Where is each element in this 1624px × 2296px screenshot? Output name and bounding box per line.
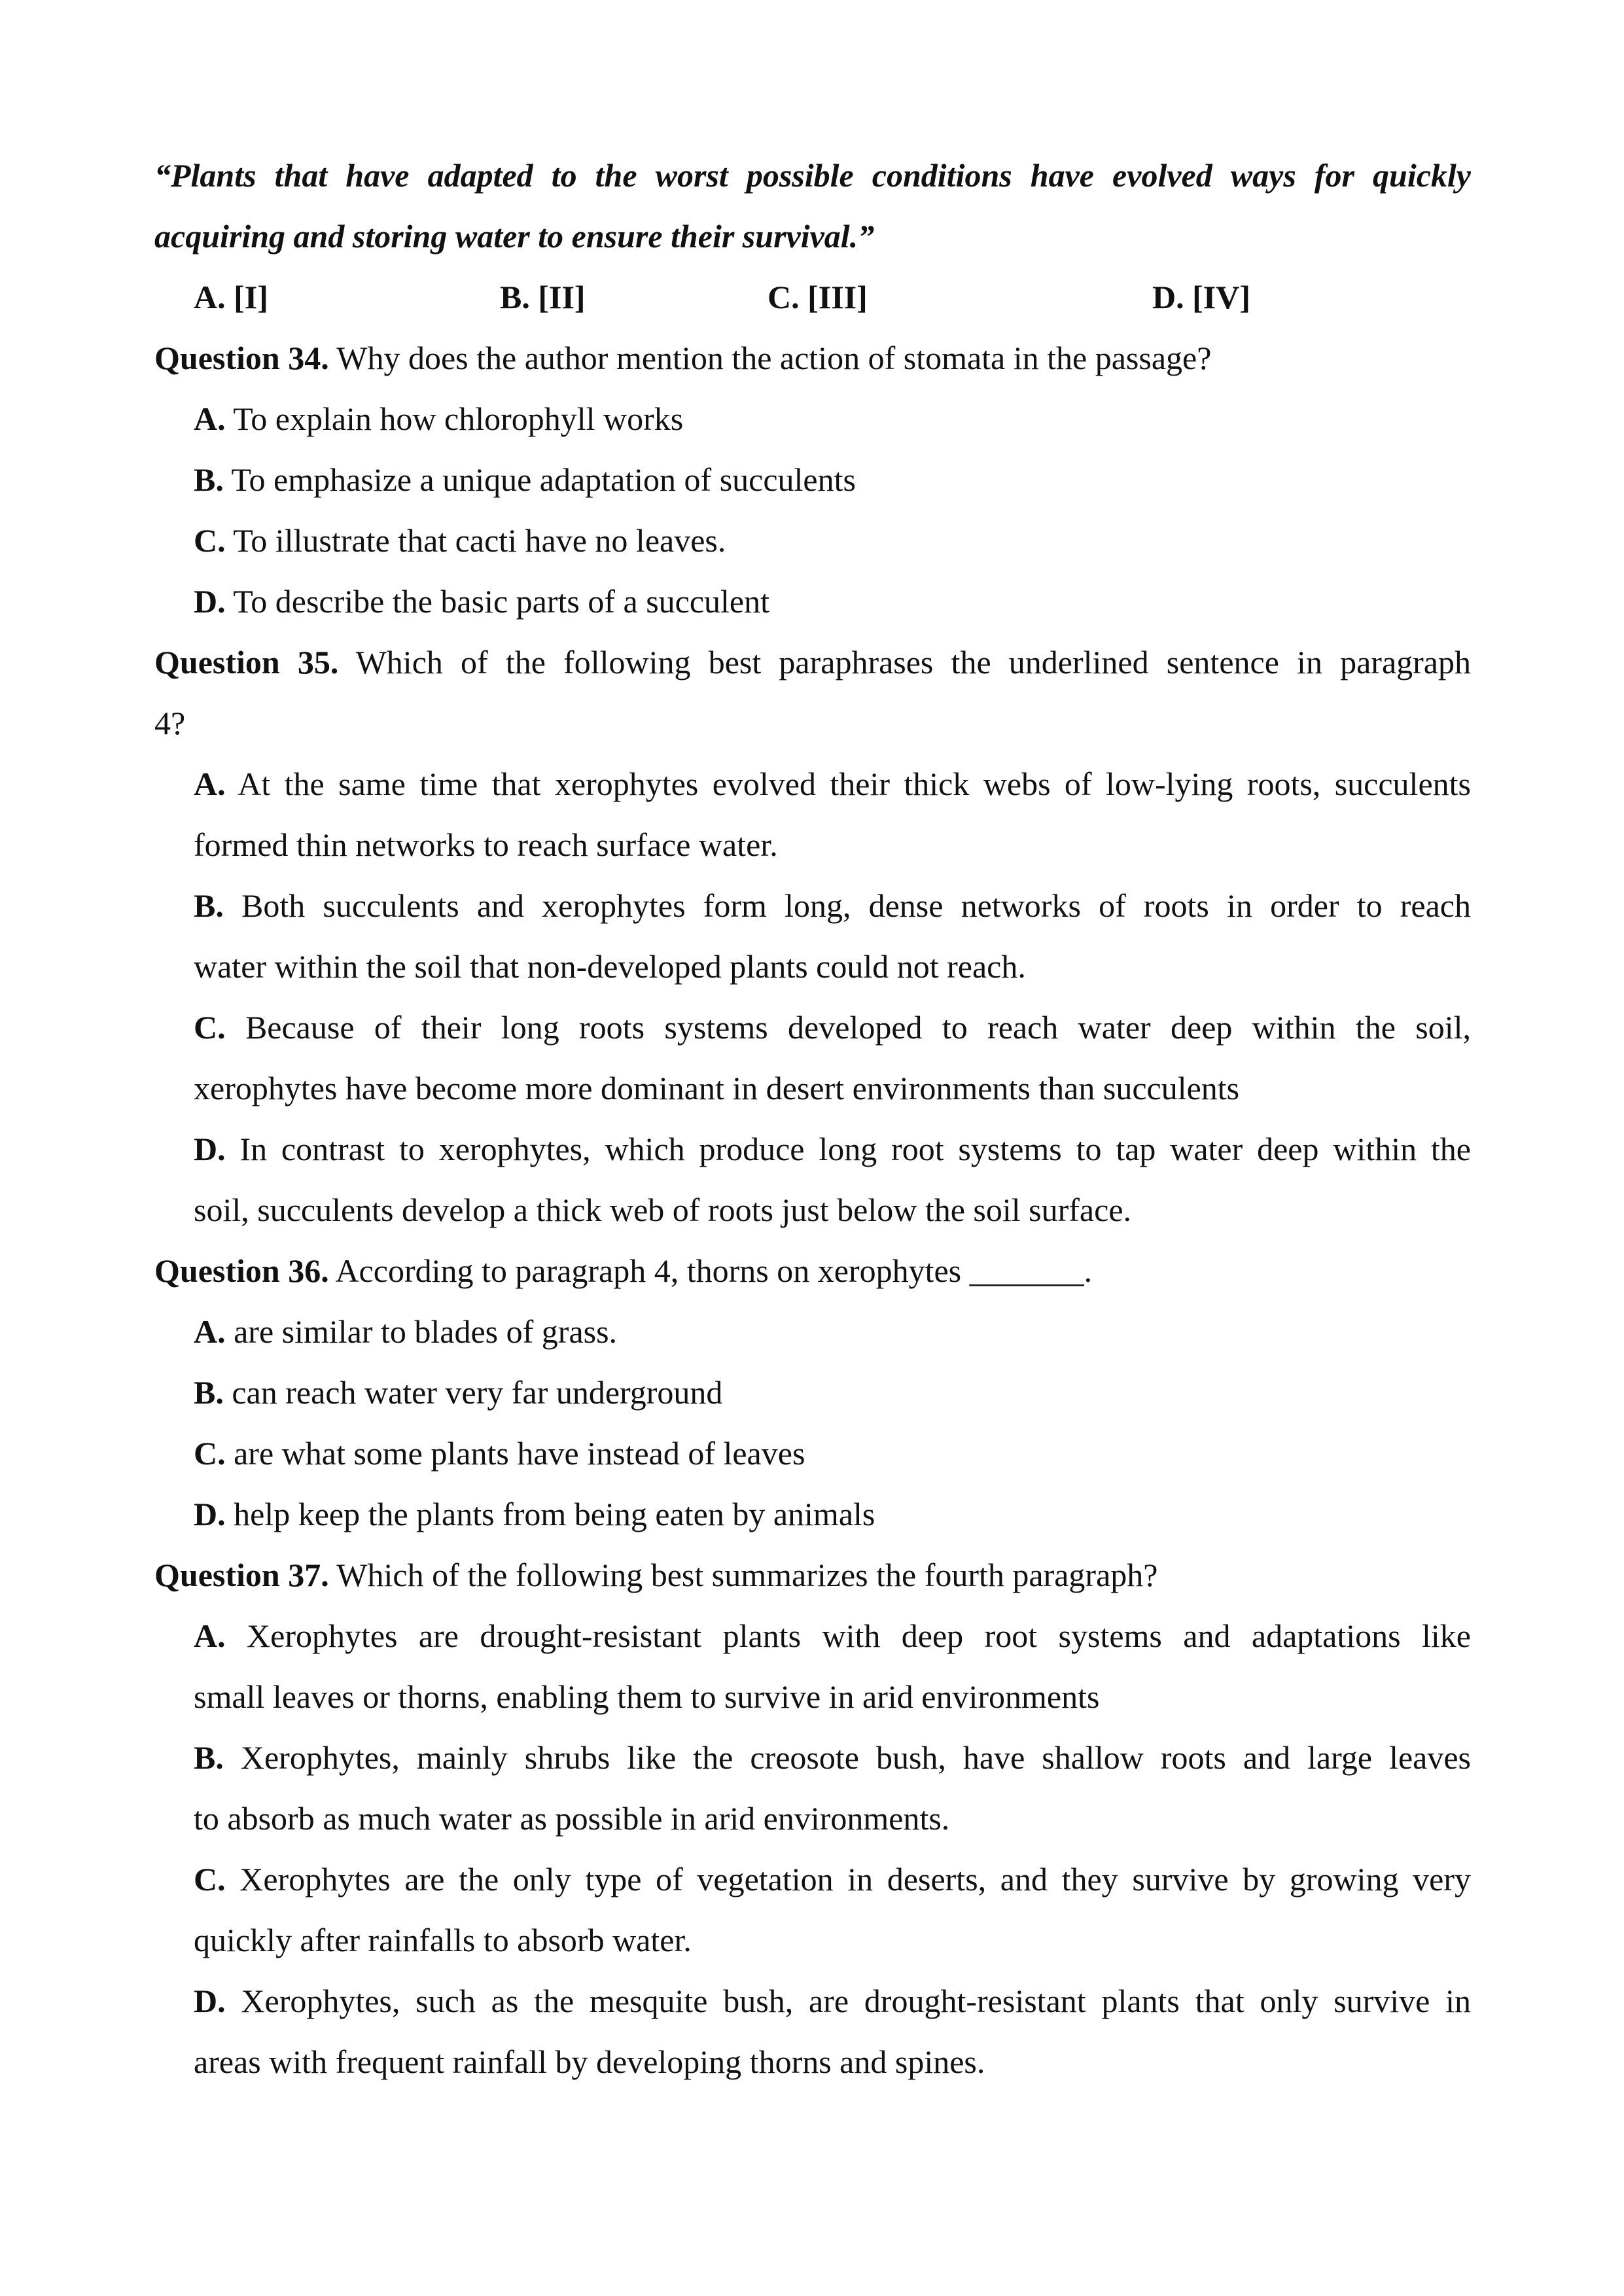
option-letter: D. [194, 583, 226, 620]
q36-option-c[interactable] [194, 1434, 1471, 1473]
option-letter: C. [194, 1009, 226, 1046]
option-letter: B. [194, 887, 224, 924]
q37-option-c-cont: quickly after rainfalls to absorb water. [194, 1922, 692, 1958]
option-letter: D. [1152, 279, 1184, 315]
option-text: help keep the plants from being eaten by animals [225, 1496, 875, 1532]
q37-option-c[interactable] [194, 1860, 1471, 1899]
option-text: Xerophytes, mainly shrubs like the creosote bush, have shallow roots and large leaves [223, 1739, 1471, 1776]
question-text: According to paragraph 4, thorns on xerophytes _______. [328, 1252, 1093, 1289]
q35-option-d[interactable] [194, 1129, 1471, 1169]
question-label: Question 37. [154, 1557, 329, 1593]
option-text: [II] [538, 279, 586, 315]
q33-option-d[interactable] [1152, 277, 1250, 317]
q34-stem [154, 338, 1471, 378]
option-letter: A. [194, 1313, 226, 1350]
question-text: Which of the following best summarizes the fourth paragraph? [328, 1557, 1158, 1593]
q35-option-c[interactable] [194, 1008, 1471, 1047]
q37-option-d-cont: areas with frequent rainfall by developing thorns and spines. [194, 2043, 985, 2080]
question-label: Question 35. [154, 644, 339, 680]
option-letter: A. [194, 1617, 226, 1654]
q35-stem-line-1 [154, 643, 1471, 682]
q34-option-c[interactable] [194, 521, 1471, 560]
q36-stem [154, 1251, 1471, 1290]
option-text: To describe the basic parts of a succulent [225, 583, 770, 620]
option-letter: B. [500, 279, 530, 315]
option-letter: C. [194, 1861, 226, 1898]
option-text: To emphasize a unique adaptation of succulents [223, 461, 856, 498]
q37-option-b[interactable] [194, 1738, 1471, 1777]
option-text: Xerophytes are drought-resistant plants with deep root systems and adaptations like [225, 1617, 1471, 1654]
option-letter: B. [194, 1739, 224, 1776]
q34-option-d[interactable] [194, 582, 1471, 621]
q35-option-b-cont: water within the soil that non-developed plants could not reach. [194, 948, 1026, 985]
option-letter: C. [768, 279, 800, 315]
option-letter: D. [194, 1983, 226, 2019]
option-letter: D. [194, 1131, 226, 1167]
q33-option-b[interactable] [500, 277, 586, 317]
option-letter: B. [194, 461, 224, 498]
q36-option-a[interactable] [194, 1312, 1471, 1351]
option-text: To explain how chlorophyll works [225, 400, 684, 437]
q35-stem-line-2: 4? [154, 705, 186, 741]
option-text: Because of their long roots systems developed to reach water deep within the soil, [225, 1009, 1471, 1046]
question-label: Question 34. [154, 340, 329, 376]
option-text: are similar to blades of grass. [225, 1313, 618, 1350]
q33-option-a[interactable] [194, 277, 268, 317]
option-text: In contrast to xerophytes, which produce long root systems to tap water deep within the [225, 1131, 1471, 1167]
q35-option-a-cont: formed thin networks to reach surface water. [194, 826, 778, 863]
q35-option-b[interactable] [194, 886, 1471, 925]
option-text: Both succulents and xerophytes form long, dense networks of roots in order to reach [223, 887, 1471, 924]
quote-line-1: “Plants that have adapted to the worst possible conditions have evolved ways for quickly [154, 157, 1471, 194]
option-text: At the same time that xerophytes evolved their thick webs of low-lying roots, succulents [225, 766, 1471, 802]
q33-option-c[interactable] [768, 277, 868, 317]
q35-option-d-cont: soil, succulents develop a thick web of roots just below the soil surface. [194, 1192, 1132, 1228]
option-letter: B. [194, 1374, 224, 1411]
q36-option-d[interactable] [194, 1494, 1471, 1534]
option-letter: A. [194, 279, 226, 315]
option-letter: C. [194, 1435, 226, 1472]
option-text: can reach water very far underground [223, 1374, 723, 1411]
option-text: Xerophytes, such as the mesquite bush, are drought-resistant plants that only survive in [225, 1983, 1471, 2019]
q37-option-b-cont: to absorb as much water as possible in arid environments. [194, 1800, 950, 1837]
q34-option-a[interactable] [194, 399, 1471, 438]
option-text: [III] [807, 279, 868, 315]
option-text: To illustrate that cacti have no leaves. [225, 522, 726, 559]
option-text: Xerophytes are the only type of vegetation in deserts, and they survive by growing very [225, 1861, 1471, 1898]
q37-option-a[interactable] [194, 1616, 1471, 1655]
q35-option-a[interactable] [194, 764, 1471, 804]
option-text: are what some plants have instead of leaves [225, 1435, 805, 1472]
option-text: [IV] [1192, 279, 1250, 315]
q36-option-b[interactable] [194, 1373, 1471, 1412]
quote-line-2: acquiring and storing water to ensure their survival.” [154, 218, 875, 255]
option-letter: A. [194, 766, 226, 802]
q37-option-a-cont: small leaves or thorns, enabling them to survive in arid environments [194, 1678, 1100, 1715]
question-label: Question 36. [154, 1252, 329, 1289]
option-letter: C. [194, 522, 226, 559]
option-letter: A. [194, 400, 226, 437]
q37-option-d[interactable] [194, 1981, 1471, 2021]
question-text: Why does the author mention the action of stomata in the passage? [328, 340, 1212, 376]
option-letter: D. [194, 1496, 226, 1532]
q35-option-c-cont: xerophytes have become more dominant in desert environments than succulents [194, 1070, 1240, 1106]
question-text: Which of the following best paraphrases the underlined sentence in paragraph [338, 644, 1471, 680]
q37-stem [154, 1555, 1471, 1595]
option-text: [I] [234, 279, 268, 315]
q34-option-b[interactable] [194, 460, 1471, 499]
